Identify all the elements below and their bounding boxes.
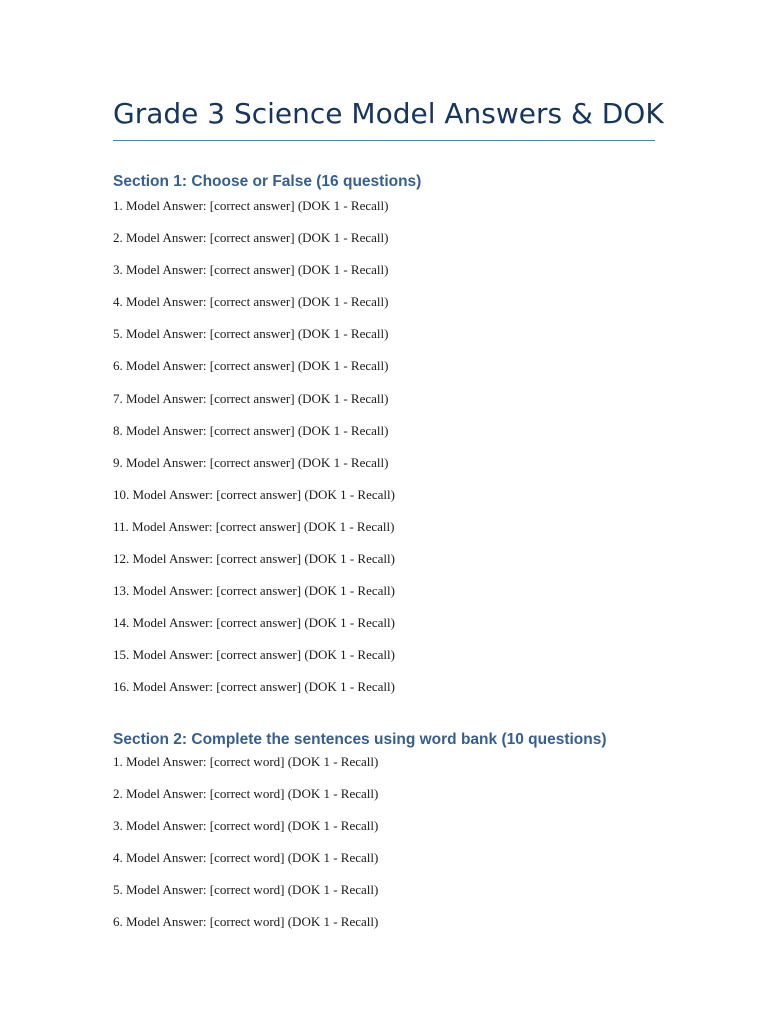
section-2-answer-list — [113, 753, 378, 946]
answer-item: 1. Model Answer: [correct answer] (DOK 1 - Recall) — [113, 198, 389, 213]
answer-item: 4. Model Answer: [correct word] (DOK 1 - Recall) — [113, 850, 379, 866]
answer-item: 1. Model Answer: [correct word] (DOK 1 - Recall) — [113, 754, 379, 769]
answer-item: 10. Model Answer: [correct answer] (DOK 1 - Recall) — [113, 486, 395, 502]
title-underline-rule — [113, 140, 655, 141]
answer-item: 2. Model Answer: [correct answer] (DOK 1 - Recall) — [113, 230, 389, 246]
answer-item: 8. Model Answer: [correct answer] (DOK 1 - Recall) — [113, 422, 389, 438]
section-1-answer-list — [113, 197, 395, 711]
answer-item: 6. Model Answer: [correct answer] (DOK 1 - Recall) — [113, 358, 389, 374]
answer-item: 5. Model Answer: [correct answer] (DOK 1 - Recall) — [113, 326, 389, 342]
answer-item: 12. Model Answer: [correct answer] (DOK 1 - Recall) — [113, 551, 395, 567]
answer-item: 13. Model Answer: [correct answer] (DOK 1 - Recall) — [113, 583, 395, 599]
answer-item: 3. Model Answer: [correct answer] (DOK 1 - Recall) — [113, 262, 389, 278]
answer-item: 4. Model Answer: [correct answer] (DOK 1 - Recall) — [113, 294, 389, 310]
document-title: Grade 3 Science Model Answers & DOK — [113, 97, 664, 130]
answer-item: 11. Model Answer: [correct answer] (DOK 1 - Recall) — [113, 518, 395, 534]
answer-item: 9. Model Answer: [correct answer] (DOK 1 - Recall) — [113, 454, 389, 470]
answer-item: 14. Model Answer: [correct answer] (DOK 1 - Recall) — [113, 615, 395, 631]
answer-item: 7. Model Answer: [correct answer] (DOK 1 - Recall) — [113, 390, 389, 406]
answer-item: 3. Model Answer: [correct word] (DOK 1 - Recall) — [113, 818, 379, 834]
answer-item: 15. Model Answer: [correct answer] (DOK 1 - Recall) — [113, 647, 395, 663]
answer-item: 5. Model Answer: [correct word] (DOK 1 - Recall) — [113, 882, 379, 898]
answer-item: 6. Model Answer: [correct word] (DOK 1 - Recall) — [113, 914, 379, 930]
section-1-heading: Section 1: Choose or False (16 questions) — [113, 173, 422, 190]
answer-item: 16. Model Answer: [correct answer] (DOK 1 - Recall) — [113, 679, 395, 695]
section-2-heading: Section 2: Complete the sentences using word bank (10 questions) — [113, 731, 607, 748]
answer-item: 2. Model Answer: [correct word] (DOK 1 - Recall) — [113, 786, 379, 802]
